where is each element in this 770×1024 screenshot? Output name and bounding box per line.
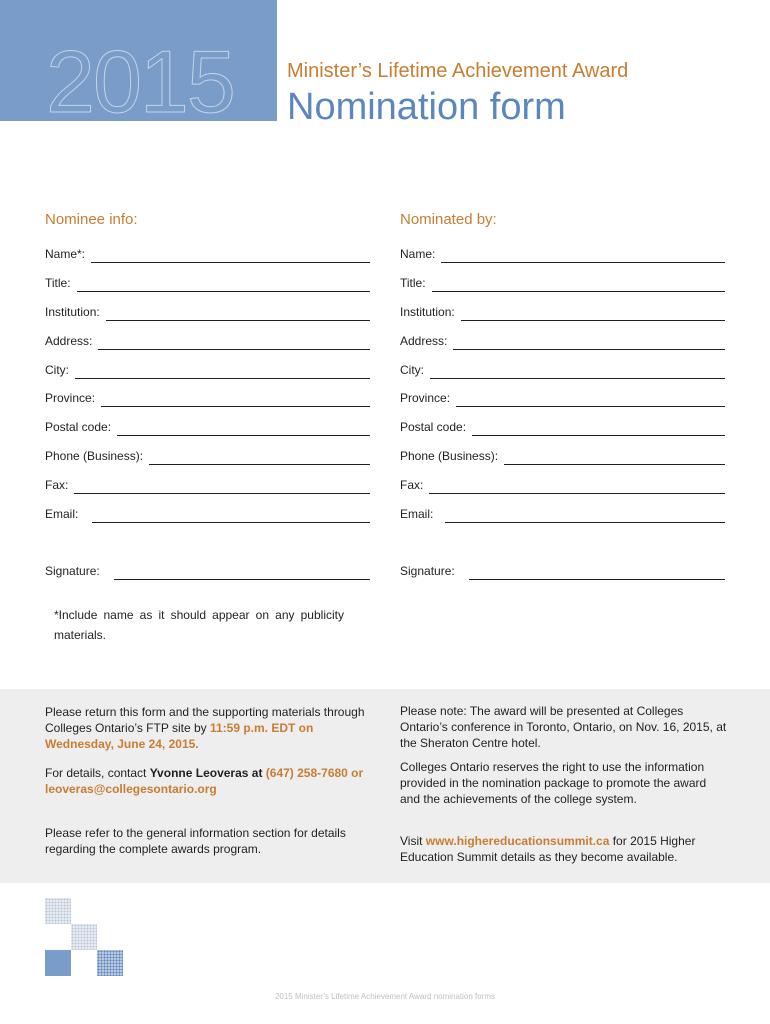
- contact-phone: (647) 258-7680 or: [265, 766, 364, 780]
- input-line[interactable]: [456, 395, 725, 407]
- input-line[interactable]: [429, 482, 725, 494]
- input-line[interactable]: [445, 511, 725, 523]
- nominator-email-field[interactable]: [400, 503, 725, 523]
- nominator-name-field[interactable]: [400, 243, 725, 263]
- contact-details: [45, 765, 375, 797]
- field-label: Phone (Business):: [45, 449, 144, 463]
- field-label: Name*:: [45, 247, 86, 261]
- presentation-note: Please note: The award will be presented at Colleges Ontario’s conference in Toronto, Ontario, on Nov. 16, 2015, at the Sheraton Centre hotel.: [400, 704, 727, 750]
- field-label: Postal code:: [400, 420, 467, 434]
- field-label: Name:: [400, 247, 436, 261]
- nominee-province-field[interactable]: [45, 387, 370, 407]
- input-line[interactable]: [453, 338, 725, 350]
- decorative-square: [45, 898, 71, 924]
- visit-prefix: Visit: [400, 834, 426, 848]
- nominator-phone-field[interactable]: [400, 445, 725, 465]
- field-label: Signature:: [400, 564, 455, 578]
- nominee-institution-field[interactable]: [45, 301, 370, 321]
- nominator-city-field[interactable]: [400, 359, 725, 379]
- nominee-title-field[interactable]: [45, 272, 370, 292]
- nominator-address-field[interactable]: [400, 330, 725, 350]
- input-line[interactable]: [92, 511, 370, 523]
- input-line[interactable]: [101, 395, 370, 407]
- nominator-province-field[interactable]: [400, 387, 725, 407]
- input-line[interactable]: [472, 424, 725, 436]
- nominee-city-field[interactable]: [45, 359, 370, 379]
- return-instructions: [45, 704, 375, 752]
- field-label: City:: [400, 363, 424, 377]
- nominator-title-field[interactable]: [400, 272, 725, 292]
- page-title: Nomination form: [287, 86, 566, 128]
- field-label: Province:: [45, 391, 96, 405]
- field-label: Address:: [400, 334, 448, 348]
- year-text: 2015: [46, 32, 234, 121]
- nominee-fax-field[interactable]: [45, 474, 370, 494]
- input-line[interactable]: [504, 453, 725, 465]
- field-label: Email:: [45, 507, 79, 521]
- decorative-square: [45, 950, 71, 976]
- field-label: Institution:: [45, 305, 100, 319]
- decorative-square: [71, 924, 97, 950]
- input-line[interactable]: [74, 482, 370, 494]
- publicity-footnote: *Include name as it should appear on any publicity materials.: [54, 608, 344, 642]
- input-line[interactable]: [98, 338, 370, 350]
- field-label: Title:: [45, 276, 71, 290]
- year-banner: [0, 0, 277, 121]
- input-line[interactable]: [77, 280, 370, 292]
- input-line[interactable]: [91, 251, 370, 263]
- field-label: Title:: [400, 276, 426, 290]
- field-label: Province:: [400, 391, 451, 405]
- field-label: Fax:: [400, 478, 424, 492]
- refer-text: Please refer to the general information section for details regarding the complete awards program.: [45, 826, 346, 856]
- return-text: Please return this form and the supporting materials through Colleges Ontario’s FTP site by: [45, 705, 365, 735]
- input-line[interactable]: [117, 424, 370, 436]
- input-line[interactable]: [75, 367, 370, 379]
- nominee-signature-field[interactable]: [45, 560, 370, 580]
- field-label: Address:: [45, 334, 93, 348]
- rights-notice: Colleges Ontario reserves the right to use the information provided in the nomination package to promote the award and the achievements of the college system.: [400, 760, 707, 806]
- nominee-name-field[interactable]: [45, 243, 370, 263]
- nominator-fax-field[interactable]: [400, 474, 725, 494]
- signature-line[interactable]: [114, 568, 370, 580]
- nominator-signature-field[interactable]: [400, 560, 725, 580]
- nominator-postal-field[interactable]: [400, 416, 725, 436]
- nominee-email-field[interactable]: [45, 503, 370, 523]
- input-line[interactable]: [106, 309, 370, 321]
- deadline-text: 11:59 p.m. EDT on Wednesday, June 24, 2015.: [45, 721, 314, 751]
- nominee-phone-field[interactable]: [45, 445, 370, 465]
- nominee-heading: Nominee info:: [45, 211, 138, 228]
- input-line[interactable]: [441, 251, 725, 263]
- field-label: Signature:: [45, 564, 100, 578]
- footer-text: 2015 Minister’s Lifetime Achievement Award nomination forms: [274, 992, 496, 1001]
- visit-text: [400, 833, 720, 865]
- contact-name: Yvonne Leoveras at: [149, 766, 266, 780]
- visit-suffix: for 2015 Higher Education Summit details as they become available.: [400, 834, 696, 864]
- field-label: Phone (Business):: [400, 449, 499, 463]
- input-line[interactable]: [430, 367, 725, 379]
- field-label: Fax:: [45, 478, 69, 492]
- contact-email-link[interactable]: leoveras@collegesontario.org: [45, 782, 217, 796]
- summit-website-link[interactable]: www.highereducationsummit.ca: [425, 834, 610, 848]
- signature-line[interactable]: [469, 568, 725, 580]
- decorative-square: [97, 950, 123, 976]
- details-prefix: For details, contact: [45, 766, 150, 780]
- field-label: City:: [45, 363, 69, 377]
- award-subtitle: Minister’s Lifetime Achievement Award: [287, 60, 629, 82]
- input-line[interactable]: [461, 309, 725, 321]
- nominee-address-field[interactable]: [45, 330, 370, 350]
- nominator-institution-field[interactable]: [400, 301, 725, 321]
- field-label: Email:: [400, 507, 434, 521]
- nominator-heading: Nominated by:: [400, 211, 497, 228]
- input-line[interactable]: [432, 280, 725, 292]
- input-line[interactable]: [149, 453, 370, 465]
- field-label: Institution:: [400, 305, 455, 319]
- nominee-postal-field[interactable]: [45, 416, 370, 436]
- field-label: Postal code:: [45, 420, 112, 434]
